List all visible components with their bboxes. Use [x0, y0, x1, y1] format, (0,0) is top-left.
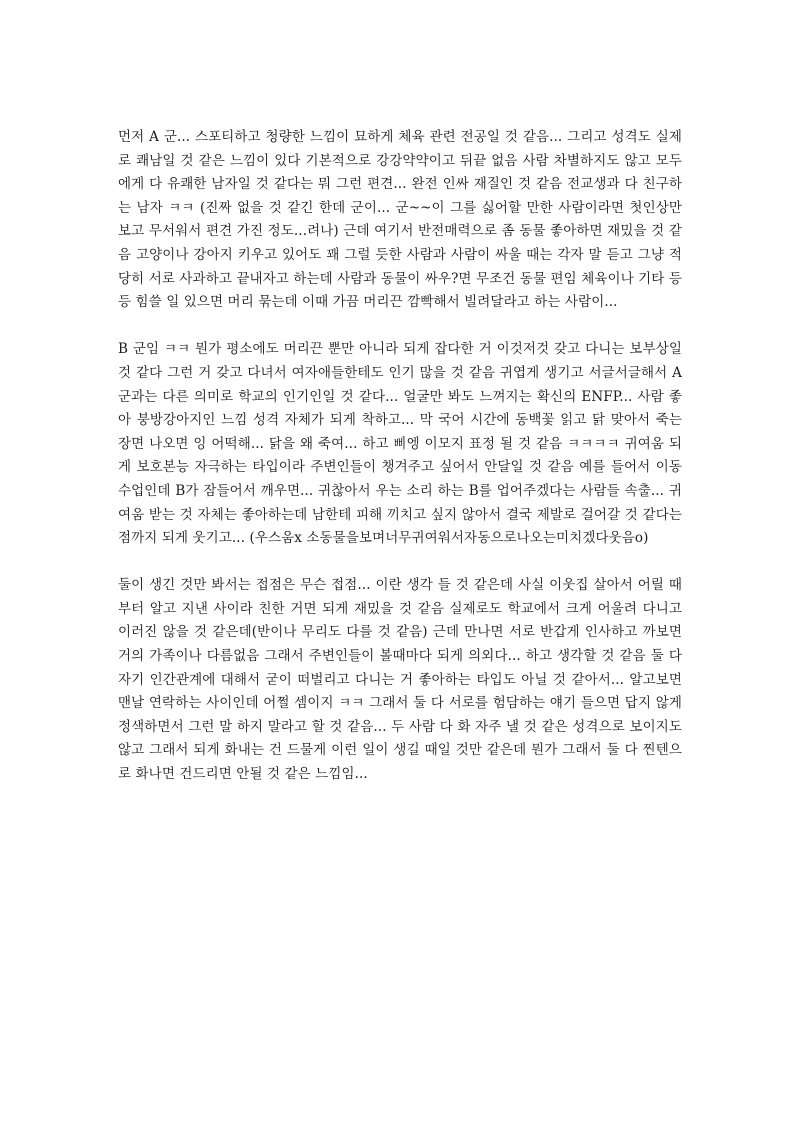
- paragraph-2: B 군임 ㅋㅋ 뭔가 평소에도 머리끈 뿐만 아니라 되게 잡다한 거 이것저것 갖고 다니는 보부상일 것 같다 그런 거 갖고 다녀서 여자애들한테도 인기 많을 것 같음 귀엽게 생기고 서글서글해서 A 군과는 다른 의미로 학교의 인기인일 것 같다... 얼굴만 봐도 느껴지는 확신의 ENFP... 사람 좋아 붕방강아지인 느낌 성격 자체가 되게 착하고... 막 국어 시간에 동백꽃 읽고 닭 맞아서 죽는 장면 나오면 잉 어떡해... 닭을 왜 죽여... 하고 삐엥 이모지 표정 될 것 같음 ㅋㅋㅋㅋ 귀여움 되게 보호본능 자극하는 타입이라 주변인들이 챙겨주고 싶어서 안달일 것 같음 예를 들어서 이동수업인데 B가 잠들어서 깨우면... 귀찮아서 우는 소리 하는 B를 업어주겠다는 사람들 속출... 귀여움 받는 것 자체는 좋아하는데 남한테 피해 끼치고 싶지 않아서 결국 제발로 걸어갈 것 같다는 점까지 되게 웃기고... (우스움x 소동물을보며너무귀여워서자동으로나오는미치겠다웃음o): [118, 341, 682, 547]
- document-body: [118, 126, 682, 810]
- paragraph-3: 둘이 생긴 것만 봐서는 접점은 무슨 접점... 이란 생각 들 것 같은데 사실 이웃집 살아서 어릴 때부터 알고 지낸 사이라 친한 거면 되게 재밌을 것 같음 실제로도 학교에서 크게 어울려 다니고 이러진 않을 것 같은데(반이나 무리도 다를 것 같음) 근데 만나면 서로 반갑게 인사하고 까보면 거의 가족이나 다름없음 그래서 주변인들이 볼때마다 되게 의외다... 하고 생각할 것 같음 둘 다 자기 인간관계에 대해서 굳이 떠벌리고 다니는 거 좋아하는 타입도 아닐 것 같아서... 알고보면 맨날 연락하는 사이인데 어쩔 셈이지 ㅋㅋ 그래서 둘 다 서로를 험담하는 얘기 들으면 답지 않게 정색하면서 그런 말 하지 말라고 할 것 같음... 두 사람 다 화 자주 낼 것 같은 성격으로 보이지도 않고 그래서 되게 화내는 건 드물게 이런 일이 생길 때일 것만 같은데 뭔가 그래서 둘 다 찐텐으로 화나면 건드리면 안될 것 같은 느낌임...: [118, 577, 682, 783]
- paragraph-1: 먼저 A 군... 스포티하고 청량한 느낌이 묘하게 체육 관련 전공일 것 같음... 그리고 성격도 실제로 쾌남일 것 같은 느낌이 있다 기본적으로 강강약약이고 뒤끝 없음 사람 차별하지도 않고 모두에게 다 유쾌한 남자일 것 같다는 뭐 그런 편견... 완전 인싸 재질인 것 같음 전교생과 다 친구하는 남자 ㅋㅋ (진짜 없을 것 같긴 한데 군이... 군~~이 그를 싫어할 만한 사람이라면 첫인상만 보고 무서워서 편견 가진 정도...려나) 근데 여기서 반전매력으로 좀 동물 좋아하면 재밌을 것 같음 고양이나 강아지 키우고 있어도 꽤 그럴 듯한 사람과 사람이 싸울 때는 각자 말 듣고 그냥 적당히 서로 사과하고 끝내자고 하는데 사람과 동물이 싸우?면 무조건 동물 편임 체육이나 기타 등등 힘쓸 일 있으면 머리 묶는데 이때 가끔 머리끈 깜빡해서 빌려달라고 하는 사람이...: [118, 129, 682, 311]
